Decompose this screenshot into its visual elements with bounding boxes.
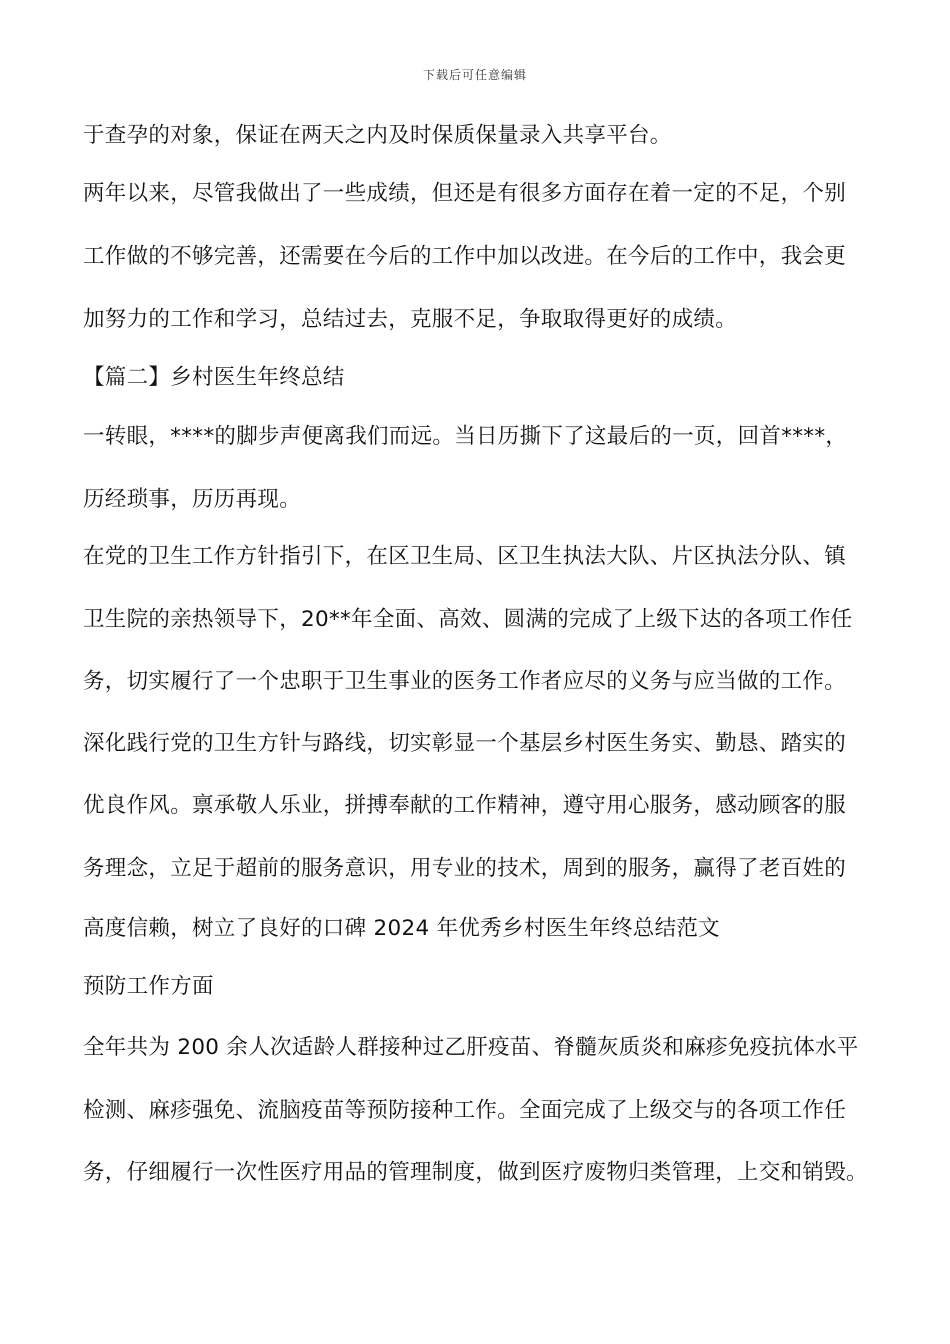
text-line: 务理念，立足于超前的服务意识，用专业的技术，周到的服务，赢得了老百姓的 <box>83 856 847 881</box>
text-line: 全年共为 200 余人次适龄人群接种过乙肝疫苗、脊髓灰质炎和麻疹免疫抗体水平 <box>83 1035 859 1060</box>
subsection-heading: 预防工作方面 <box>83 974 214 999</box>
text-line: 深化践行党的卫生方针与路线，切实彰显一个基层乡村医生务实、勤恳、踏实的 <box>83 731 847 756</box>
text-line: 在党的卫生工作方针指引下，在区卫生局、区卫生执法大队、片区执法分队、镇 <box>83 544 847 569</box>
text-line: 加努力的工作和学习，总结过去，克服不足，争取取得更好的成绩。 <box>83 307 738 332</box>
text-line: 高度信赖，树立了良好的口碑 2024 年优秀乡村医生年终总结范文 <box>83 916 720 941</box>
text-line: 务，切实履行了一个忠职于卫生事业的医务工作者应尽的义务与应当做的工作。 <box>83 669 847 694</box>
text-line: 优良作风。禀承敬人乐业，拼搏奉献的工作精神，遵守用心服务，感动顾客的服 <box>83 793 847 818</box>
text-line: 检测、麻疹强免、流脑疫苗等预防接种工作。全面完成了上级交与的各项工作任 <box>83 1098 847 1123</box>
text-line: 于查孕的对象，保证在两天之内及时保质保量录入共享平台。 <box>83 123 672 148</box>
text-line: 卫生院的亲热领导下，20**年全面、高效、圆满的完成了上级下达的各项工作任 <box>83 607 853 632</box>
text-line: 历经琐事，历历再现。 <box>83 487 302 512</box>
text-line: 务，仔细履行一次性医疗用品的管理制度，做到医疗废物归类管理，上交和销毁。 <box>83 1160 868 1185</box>
section-heading: 【篇二】乡村医生年终总结 <box>83 365 345 390</box>
text-line: 两年以来，尽管我做出了一些成绩，但还是有很多方面存在着一定的不足，个别 <box>83 181 847 206</box>
text-line: 一转眼，****的脚步声便离我们而远。当日历撕下了这最后的一页，回首****， <box>83 424 848 449</box>
text-line: 工作做的不够完善，还需要在今后的工作中加以改进。在今后的工作中，我会更 <box>83 244 847 269</box>
page-header: 下载后可任意编辑 <box>422 68 527 82</box>
